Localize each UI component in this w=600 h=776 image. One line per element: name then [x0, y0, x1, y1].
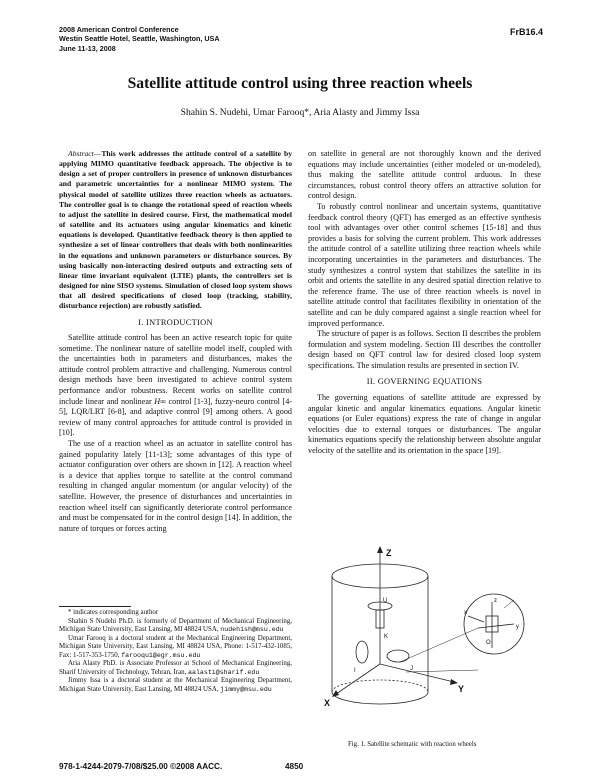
conference-venue: Westin Seattle Hotel, Seattle, Washington, USA	[59, 34, 220, 44]
figure-label-k: K	[384, 634, 389, 640]
email-issa: jimmy@msu.edu	[220, 685, 272, 693]
detail-axis-diagonal	[468, 616, 484, 622]
conference-name: 2008 American Control Conference	[59, 25, 179, 34]
zoom-line-lower	[406, 670, 478, 672]
y-axis-label: Y	[458, 684, 465, 694]
right-column	[308, 149, 541, 457]
h-infinity-symbol: H∞	[154, 396, 166, 406]
email-farooq: farooqu1@egr.msu.edu	[121, 651, 201, 659]
zoom-line-upper	[400, 628, 478, 662]
figure-caption: Fig. 1. Satellite schematic with reaction wheels	[348, 741, 477, 748]
figure-label-x-small: x	[464, 610, 467, 616]
figure-label-u: U	[383, 598, 388, 604]
cylinder-bottom-front	[332, 692, 428, 704]
page-number: 4850	[285, 762, 304, 771]
x-axis	[336, 664, 380, 694]
z-axis-label: Z	[386, 548, 392, 558]
figure-label-o: O	[486, 640, 491, 646]
detail-axis-horizontal	[478, 624, 514, 628]
paper-title: Satellite attitude control using three reaction wheels	[127, 75, 473, 92]
footer-isbn: 978-1-4244-2079-7/08/$25.00 ©2008 AACC.	[59, 762, 223, 771]
footnote-nudehi: Shahin S Nudehi Ph.D. is formerly of Department of Mechanical Engineering, Michigan State University, East Lansing, MI 48824 USA, nudehish@msu.edu	[59, 617, 292, 633]
footnote-farooq: Umar Farooq is a doctoral student at the Mechanical Engineering Department, Michigan State University, East Lansing, MI 48824 USA, Phone: 1-517-432-1085, Fax: 1-517-353-1750, farooqu1@egr.msu.edu	[59, 634, 292, 659]
footnotes	[59, 609, 292, 694]
cylinder-bottom-back	[332, 680, 428, 692]
figure-label-i: I	[354, 668, 356, 674]
satellite-schematic-figure	[318, 544, 538, 732]
z-arrowhead	[377, 546, 383, 553]
figure-label-j: J	[410, 666, 413, 672]
footnote-rule	[59, 606, 131, 607]
x-axis-label: X	[324, 698, 331, 708]
conference-dates: June 11-13, 2008	[59, 43, 116, 53]
figure-label-y-small: y	[516, 624, 519, 630]
reaction-wheel-y	[387, 650, 409, 662]
footnote-issa: Jimmy Issa is a doctoral student at the Mechanical Engineering Department, Michigan State University, East Lansing, MI 48824 USA, jimmy@msu.edu	[59, 677, 292, 693]
footnote-alasty: Aria Alasty PhD. is Associate Professor at School of Mechanical Engineering, Sharif University of Technology, Tehran, Iran, aalasti@sharif.edu	[59, 660, 292, 676]
paper-authors: Shahin S. Nudehi, Umar Farooq*, Aria Alasty and Jimmy Issa	[180, 107, 420, 118]
reaction-wheel-x	[356, 641, 368, 663]
y-axis	[380, 664, 454, 682]
governing-paragraph-1: The governing equations of satellite attitude are expressed by angular kinetic and angular kinematics equations. Angular kinetic equations (or Euler equations) express the rate of change in angular velocities due to external torques or disturbances. The angular kinematics equations specify the relationship between absolute angular velocity of the satellite and its orientation in the space [19].	[308, 393, 541, 456]
x-arrowhead	[332, 690, 339, 697]
intro-paragraph-3: on satellite in general are not thoroughly known and the derived equations may include uncertainties (either modeled or un-modeled), thus making the satellite attitude control arduous. In these circumstances, robust control theory offers an attractive solution for control design.	[308, 149, 541, 201]
email-nudehi: nudehish@msu.edu	[220, 626, 284, 633]
figure-label-z-small: z	[494, 598, 497, 604]
abstract-text: This work addresses the attitude control of a satellite by applying MIMO quantitative feedback approach. The objective is to design a set of proper controllers in presence of unknown disturbances and parametric uncertainties for a nonlinear MIMO system. The physical model of satellite utilizes three reaction wheels as actuators. The controller goal is to change the rotational speed of reaction wheels to adjust the satellite in desired course. First, the mathematical model of satellite and its actuators using angular kinematics and kinetic equations is developed. Quantitative feedback theory is then applied to synthesize a set of linear controllers that deals with both nonlinearities in the equations and unknown parameters or disturbance sources. By using basically non-interacting desired outputs and extracting sets of linear time invariant equivalent (LTIE) plants, the controllers set is designed for nine SISO systems. Simulation of closed loop system shows that all desired specifications of closed loop (tracking, stability, disturbance rejection) are robustly satisfied.	[59, 149, 292, 311]
y-arrowhead	[450, 679, 458, 685]
footnote-corresponding: * indicates corresponding author	[68, 609, 159, 616]
intro-paragraph-5: The structure of paper is as follows. Section II describes the problem formulation and system modeling. Section III describes the controller design based on QFT control law for desired closed loop system specifications. The simulation results are presented in section IV.	[308, 329, 541, 370]
section-heading-governing-equations: II. GOVERNING EQUATIONS	[366, 377, 483, 387]
section-heading-introduction: I. INTRODUCTION	[138, 317, 213, 327]
intro-paragraph-1: Satellite attitude control has been an active research topic for quite sometime. The nonlinear nature of satellite model itself, coupled with the uncertainties both in parameters and disturbances, makes the attitude control problem attractive and challenging. Numerous control design methods have been investigated to achieve control system performance and/or robustness. Recent works on satellite control include linear and nonlinear H∞ control [1-3], fuzzy-neuro control [4-5], LQR/LRT [6-8], and adaptive control [9] among others. A good review of many control approaches for attitude control is provided in [10].	[59, 333, 293, 438]
abstract: Abstract—This work addresses the attitude control of a satellite by applying MIMO quantitative feedback approach. The objective is to design a set of proper controllers in presence of unknown disturbances and parametric uncertainties for a nonlinear MIMO system. The physical model of satellite utilizes three reaction wheels as actuators. The controller goal is to change the rotational speed of reaction wheels to adjust the satellite in desired course. First, the mathematical model of satellite and its actuators using angular kinematics and kinetic equations is developed. Quantitative feedback theory is then applied to synthesize a set of linear controllers that deals with both nonlinearities in the equations and unknown parameters or disturbance sources. By using basically non-interacting desired outputs and extracting sets of linear time invariant equivalent (LTIE) plants, the controllers set is designed for nine SISO systems. Simulation of closed loop system shows that all desired specifications of closed loop (tracking, stability, disturbance rejection) are robustly satisfied.	[59, 149, 292, 311]
email-alasty: aalasti@sharif.edu	[188, 668, 260, 676]
session-code: FrB16.4	[510, 27, 544, 37]
left-column	[59, 149, 292, 534]
conference-header	[59, 25, 220, 53]
abstract-label: Abstract	[68, 149, 94, 158]
intro-paragraph-2: The use of a reaction wheel as an actuator in satellite control has gained popularity lately [11-13]; some advantages of this type of actuator configuration over others are shown in [12]. A reaction wheel is a device that applies torque to satellite at the control command resulting in changed angular momentum (or angular velocity) of the satellite. However, the presence of disturbances and uncertainties in reaction wheel itself can significantly deteriorate control performance and must be compensated for in the control design [14]. In addition, the nature of torques or forces acting	[59, 439, 292, 533]
intro-paragraph-4: To robustly control nonlinear and uncertain systems, quantitative feedback control theory (QFT) has emerged as an effective synthesis tool with advantages over other control schemes [15-18] and thus provides a basis for solving the current problem. This work addresses the attitude control of a satellite utilizing three reaction wheels while incorporating uncertainties in the parameters and disturbances. The study synthesizes a control system that stabilizes the satellite in its orbit and orients the satellite in any desired spatial direction relative to the reference frame. The use of three reaction wheels is novel in satellite attitude control that facilitates flexibility in orientation of the satellite and can be duly compared against a single reaction wheel for improved performance.	[308, 201, 541, 328]
detail-pointer	[504, 600, 514, 608]
